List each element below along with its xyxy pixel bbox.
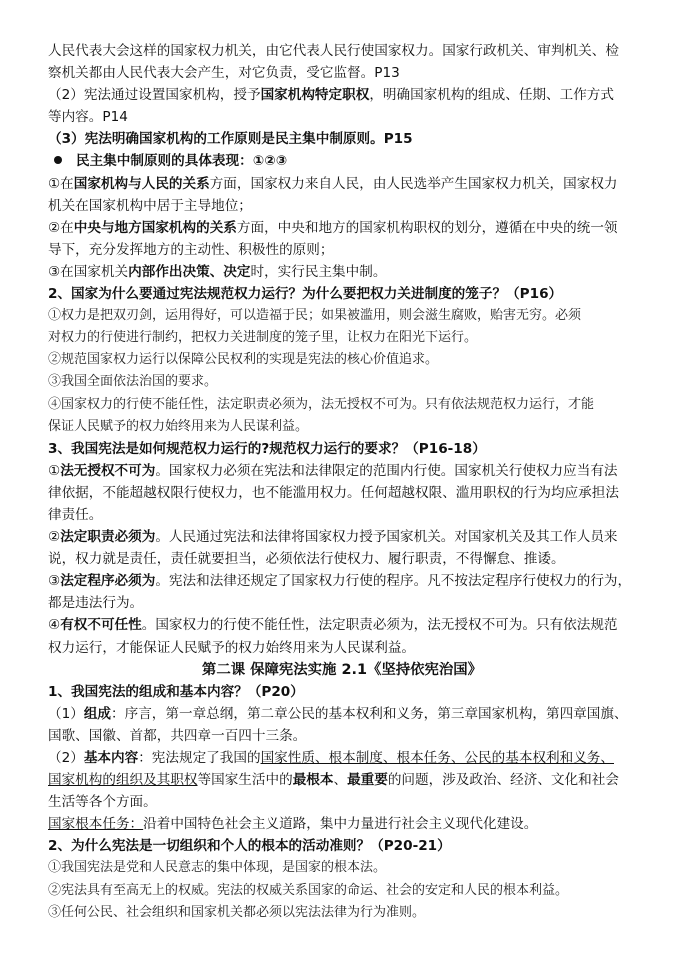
text-line: ③法定程序必须为。宪法和法律还规定了国家权力行使的程序。凡不按法定程序行使权力的行为， (48, 573, 632, 590)
text-line: （2）宪法通过设置国家机构，授予国家机构特定职权，明确国家机构的组成、任期、工作方式 (48, 87, 614, 104)
emphasis: 中央与地方国家机构的关系 (73, 219, 237, 236)
text-line: ②法定职责必须为。人民通过宪法和法律将国家权力授予国家机关。对国家机关及其工作人员来 (48, 529, 618, 546)
underlined-text: 国家根本任务： (48, 816, 144, 833)
text-line: ③任何公民、社会组织和国家机关都必须以宪法法律为行为准则。 (48, 904, 426, 920)
text-line: 机关在国家机构中居于主导地位； (48, 197, 252, 214)
text-line: ③我国全面依法治国的要求。 (48, 374, 218, 390)
emphasis: 有权不可任性 (60, 617, 142, 634)
lesson-title: 第二课 保障宪法实施 2.1《坚持依宪治国》 (201, 661, 483, 678)
section-heading: 3、我国宪法是如何规范权力运行的?规范权力运行的要求？（P16-18） (48, 440, 486, 457)
section-heading: 2、国家为什么要通过宪法规范权力运行？为什么要把权力关进制度的笼子？（P16） (48, 286, 563, 303)
text-line: ④国家权力的行使不能任性，法定职责必须为，法无授权不可为。只有依法规范权力运行，才能 (48, 396, 595, 412)
emphasis: 国家机构与人民的关系 (73, 175, 210, 192)
text-line: 导下，充分发挥地方的主动性、积极性的原则； (48, 241, 334, 258)
emphasis: 组成 (83, 705, 112, 722)
emphasis: 国家机构特定职权 (260, 87, 370, 104)
emphasis: 法定程序必须为 (60, 573, 156, 590)
underlined-text: 国家性质、根本制度、根本任务、公民的基本权利和义务、 (260, 750, 614, 766)
text-line: ②规范国家权力运行以保障公民权利的实现是宪法的核心价值追求。 (48, 352, 439, 368)
text-line: 国歌、国徽、首都，共四章一百四十三条。 (48, 727, 307, 744)
text-line: （1）组成：序言，第一章总纲，第二章公民的基本权利和义务，第三章国家机构，第四章国旗、 (48, 705, 628, 722)
text-line: 等内容。P14 (48, 109, 128, 126)
text-line: 说，权力就是责任，责任就要担当，必须依法行使权力、履行职责，不得懈怠、推诿。 (48, 551, 565, 568)
text-line: ④有权不可任性。国家权力的行使不能任性，法定职责必须为，法无授权不可为。只有依法规范 (48, 617, 618, 634)
text-line: ③在国家机关内部作出决策、决定时，实行民主集中制。 (48, 263, 387, 280)
text-line: 律依据，不能超越权限行使权力，也不能滥用权力。任何超越权限、滥用职权的行为均应承担法 (48, 484, 619, 501)
text-line: ①法无授权不可为。国家权力必须在宪法和法律限定的范围内行使。国家机关行使权力应当有法 (48, 462, 618, 479)
emphasis: 内部作出决策、决定 (128, 263, 251, 280)
emphasis: 最根本 (292, 772, 334, 789)
text-line: ②在中央与地方国家机构的关系方面，中央和地方的国家机构职权的划分，遵循在中央的统一领 (48, 219, 618, 236)
text-line: （2）基本内容：宪法规定了我国的国家性质、根本制度、根本任务、公民的基本权利和义务、 (48, 750, 614, 766)
emphasis: 最重要 (347, 772, 388, 789)
text-line: 都是违法行为。 (48, 595, 144, 612)
text-line: 律责任。 (48, 506, 103, 523)
section-heading: 2、为什么宪法是一切组织和个人的根本的活动准则？（P20-21） (48, 838, 451, 855)
underlined-text: 国家机构的组织及其职权 (48, 772, 198, 789)
text-line: ①我国宪法是党和人民意志的集中体现，是国家的根本法。 (48, 860, 387, 876)
bullet-icon (54, 156, 62, 164)
bullet-line: 民主集中制原则的具体表现：①②③ (48, 150, 636, 172)
text-line: 国家机构的组织及其职权等国家生活中的最根本、最重要的问题，涉及政治、经济、文化和社会 (48, 772, 619, 789)
emphasis: 基本内容 (83, 750, 139, 766)
section-heading: 1、我国宪法的组成和基本内容？（P20） (48, 683, 304, 700)
text-line: 察机关都由人民代表大会产生，对它负责，受它监督。P13 (48, 65, 400, 82)
text-line: ②宪法具有至高无上的权威。宪法的权威关系国家的命运、社会的安定和人民的根本利益。 (48, 882, 569, 898)
emphasis: 法定职责必须为 (60, 529, 156, 546)
text-line: ①在国家机构与人民的关系方面，国家权力来自人民，由人民选举产生国家权力机关，国家权力 (48, 175, 618, 192)
text-line: 权力运行，才能保证人民赋予的权力始终用来为人民谋利益。 (48, 639, 416, 656)
text-line: 生活等各个方面。 (48, 794, 157, 811)
text-line: ①权力是把双刃剑，运用得好，可以造福于民；如果被滥用，则会滋生腐败，贻害无穷。必须 (48, 308, 582, 324)
emphasis: 法无授权不可为 (60, 462, 156, 479)
text-line: 保证人民赋予的权力始终用来为人民谋利益。 (48, 418, 309, 434)
text-line: 对权力的行使进行制约，把权力关进制度的笼子里，让权力在阳光下运行。 (48, 330, 478, 346)
text-line: 人民代表大会这样的国家权力机关，由它代表人民行使国家权力。国家行政机关、审判机关、检 (48, 43, 619, 59)
text-line: （3）宪法明确国家机构的工作原则是民主集中制原则。P15 (48, 131, 413, 148)
text-line: 国家根本任务：沿着中国特色社会主义道路，集中力量进行社会主义现代化建设。 (48, 816, 538, 833)
